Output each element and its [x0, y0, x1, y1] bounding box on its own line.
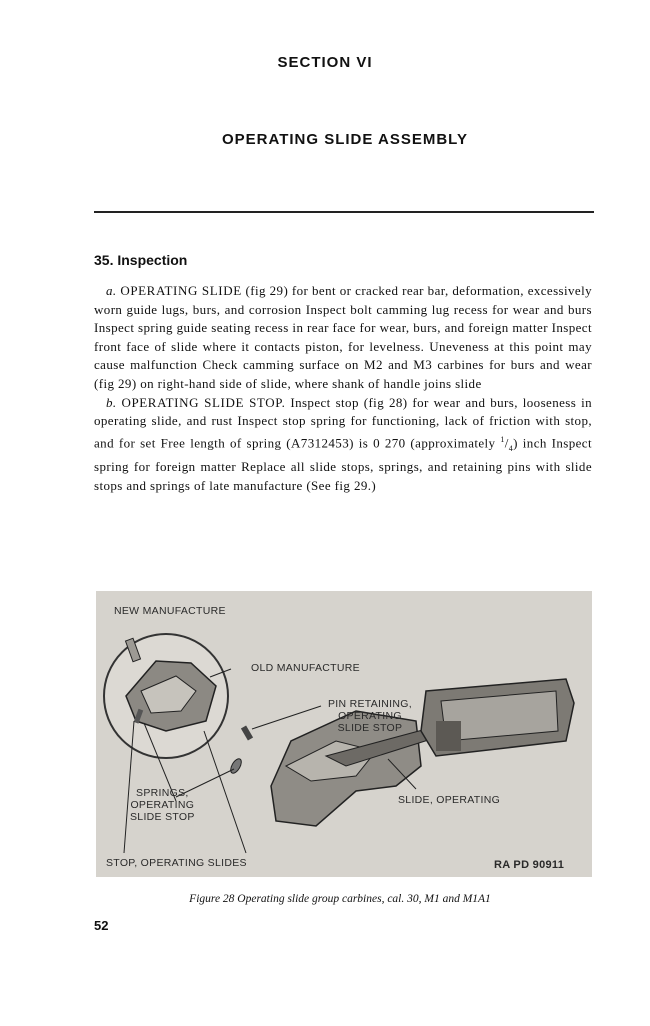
label-old-manufacture: OLD MANUFACTURE: [251, 662, 360, 674]
figure-illustration: [96, 591, 592, 877]
label-pin-retaining: [328, 698, 412, 734]
label-pin-retaining-3: SLIDE STOP: [337, 722, 403, 734]
label-ra-pd: RA PD 90911: [494, 859, 565, 871]
paragraph-b-text-2: ) inch Inspect spring for foreign matter Replace all slide stops, springs, and retaining pins with slide stops and springs of late manufacture (See fig 29.): [94, 435, 592, 493]
operating-slide-drawing: [96, 591, 592, 877]
leader-stop-2: [204, 731, 246, 853]
paragraph-b-marker: b.: [106, 394, 117, 410]
spring-shape: [229, 757, 244, 775]
page-title: OPERATING SLIDE ASSEMBLY: [222, 131, 468, 148]
paragraph-b-lead: OPERATING SLIDE STOP.: [121, 394, 286, 410]
label-slide-operating: SLIDE, OPERATING: [398, 794, 501, 806]
paragraph-a: [94, 282, 592, 394]
label-new-manufacture: NEW MANUFACTURE: [114, 605, 226, 617]
paragraph-b: b. OPERATING SLIDE STOP. Inspect stop (fig 28) for wear and burs, looseness in operating slide, and rust Inspect stop spring for functioning, lack of friction with stop, and for set Free length of spring (A7312453) is 0 270 (approximately $^1/_4$) inch Inspect spring for foreign matter Replace all slide stops, springs, and retaining pins with slide stops and springs of late manufacture (See fig 29.): [94, 394, 592, 493]
section-heading: SECTION VI: [277, 54, 373, 71]
paragraph-heading: 35. Inspection: [94, 252, 188, 268]
paragraph-b-text-1: Inspect stop (fig 28) for wear and burs, looseness in operating slide, and rust Inspect stop spring for functioning, lack of friction with stop, and for set Free length of spring (A7312453) is 0 270 (approximately: [94, 394, 592, 451]
label-springs-3: SLIDE STOP: [130, 811, 195, 823]
body-text: [94, 282, 592, 495]
label-pin-retaining-1: PIN RETAINING,: [328, 698, 412, 710]
paragraph-a-lead: OPERATING SLIDE: [120, 283, 242, 298]
label-springs-1: SPRINGS,: [136, 787, 189, 799]
housing-end-shape: [436, 721, 461, 751]
leader-pin: [252, 706, 321, 729]
fraction-numerator: 1: [500, 434, 505, 444]
label-pin-retaining-2: OPERATING: [338, 710, 402, 722]
figure-caption: Figure 28 Operating slide group carbines, cal. 30, M1 and M1A1: [189, 893, 491, 905]
divider: [94, 211, 594, 213]
retaining-pin-shape: [241, 725, 253, 740]
label-springs-2: OPERATING: [130, 799, 195, 811]
fraction-denominator: 4: [508, 443, 514, 453]
label-stop-slides: STOP, OPERATING SLIDES: [106, 857, 247, 869]
paragraph-a-text: (fig 29) for bent or cracked rear bar, deformation, excessively worn guide lugs, burs, and corrosion Inspect bolt camming lug recess for wear and burs Inspect spring guide seating recess in rear face for wear, burs, and foreign matter Inspect front face of slide where it contacts piston, for levelness. Uneveness at this point may cause malfunction Check camming surface on M2 and M3 carbines for burs and wear (fig 29) on right-hand side of slide, where shank of handle joins slide: [94, 283, 593, 391]
page-number: 52: [94, 918, 109, 933]
label-springs: [130, 787, 195, 823]
paragraph-a-marker: a.: [106, 283, 117, 298]
